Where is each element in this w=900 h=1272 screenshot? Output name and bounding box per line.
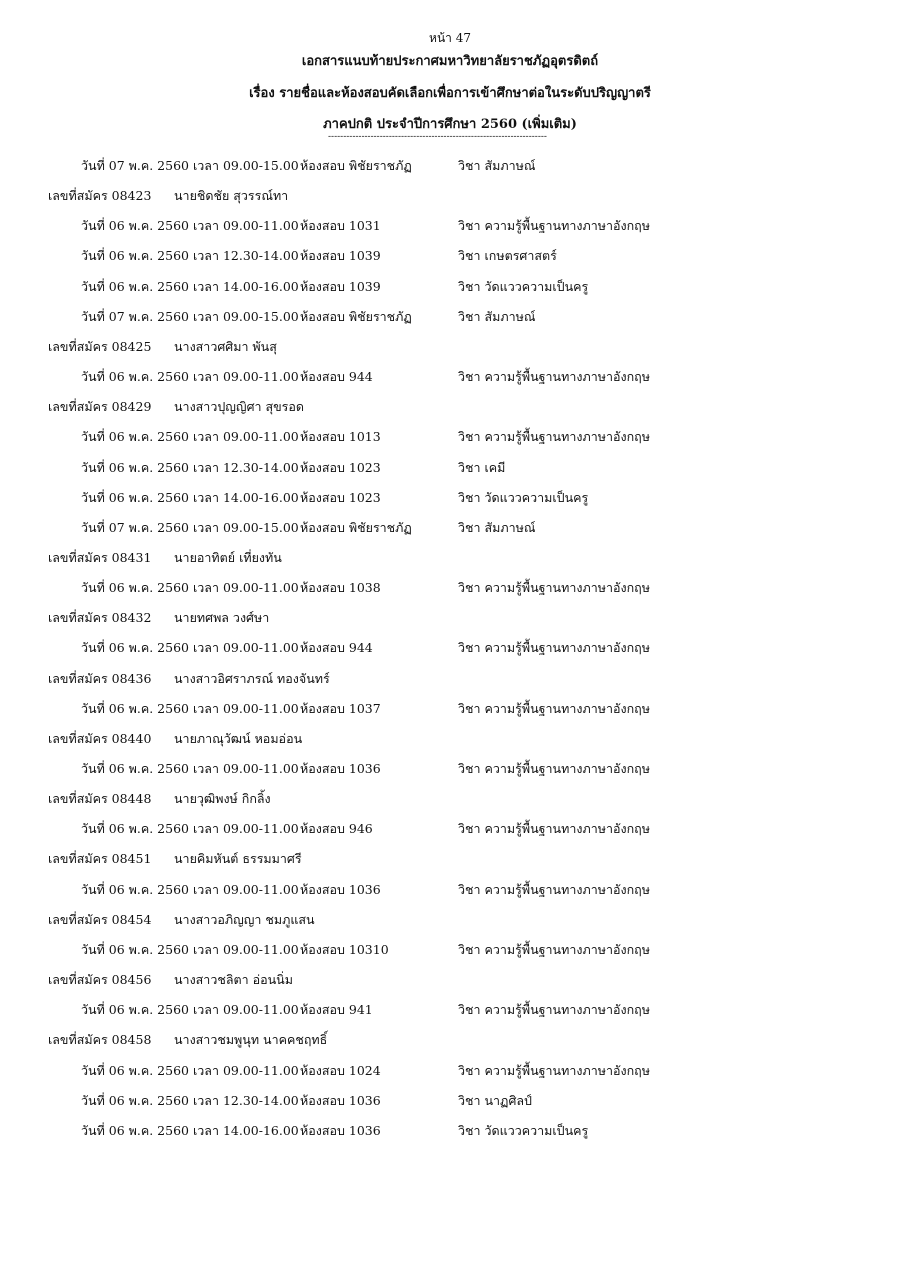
exam-room: ห้องสอบ 941 <box>300 1002 373 1018</box>
exam-room: ห้องสอบ 1024 <box>300 1062 381 1078</box>
applicant-number: เลขที่สมัคร 08440 <box>48 730 152 746</box>
exam-session-row <box>0 278 900 296</box>
exam-time: เวลา 14.00-16.00 <box>193 1122 299 1138</box>
exam-subject: วิชา ความรู้พื้นฐานทางภาษาอังกฤษ <box>458 640 650 656</box>
exam-date: วันที่ 06 พ.ค. 2560 <box>81 821 189 837</box>
exam-subject: วิชา สัมภาษณ์ <box>458 158 536 173</box>
exam-session-row <box>0 639 900 657</box>
exam-session-row <box>0 247 900 265</box>
exam-subject: วิชา นาฏศิลป์ <box>458 1092 532 1108</box>
exam-session-row <box>0 308 900 326</box>
applicant-name: นายภาณุวัฒน์ หอมอ่อน <box>174 730 303 746</box>
exam-subject: วิชา ความรู้พื้นฐานทางภาษาอังกฤษ <box>458 700 650 716</box>
exam-time: เวลา 09.00-15.00 <box>193 519 299 535</box>
exam-session-row <box>0 459 900 477</box>
exam-subject: วิชา ความรู้พื้นฐานทางภาษาอังกฤษ <box>458 941 650 957</box>
exam-room: ห้องสอบ 1036 <box>300 761 381 776</box>
document-title-line2: เรื่อง รายชื่อและห้องสอบคัดเลือกเพื่อการเข้าศึกษาต่อในระดับปริญญาตรี <box>249 86 651 101</box>
document-title-line3: ภาคปกติ ประจำปีการศึกษา 2560 (เพิ่มเติม) <box>323 117 577 132</box>
applicant-number: เลขที่สมัคร 08429 <box>48 399 152 415</box>
exam-date: วันที่ 06 พ.ค. 2560 <box>81 1122 189 1138</box>
exam-subject: วิชา เกษตรศาสตร์ <box>458 248 557 264</box>
exam-date: วันที่ 06 พ.ค. 2560 <box>81 700 189 716</box>
exam-subject: วิชา ความรู้พื้นฐานทางภาษาอังกฤษ <box>458 761 650 776</box>
applicant-name: นายอาทิตย์ เที่ยงทัน <box>174 550 282 565</box>
exam-time: เวลา 09.00-11.00 <box>193 429 299 445</box>
exam-time: เวลา 09.00-11.00 <box>193 369 299 384</box>
exam-subject: วิชา ความรู้พื้นฐานทางภาษาอังกฤษ <box>458 429 650 445</box>
exam-session-row <box>0 489 900 507</box>
exam-session-row <box>0 1001 900 1019</box>
exam-session-row <box>0 820 900 838</box>
exam-date: วันที่ 06 พ.ค. 2560 <box>81 1002 189 1018</box>
exam-session-row <box>0 1062 900 1080</box>
exam-room: ห้องสอบ 944 <box>300 640 373 656</box>
exam-subject: วิชา วัดแววความเป็นครู <box>458 1122 589 1138</box>
applicant-number: เลขที่สมัคร 08436 <box>48 670 152 686</box>
exam-date: วันที่ 07 พ.ค. 2560 <box>81 308 189 324</box>
exam-date: วันที่ 07 พ.ค. 2560 <box>81 158 189 173</box>
exam-subject: วิชา วัดแววความเป็นครู <box>458 278 589 294</box>
exam-date: วันที่ 06 พ.ค. 2560 <box>81 881 189 897</box>
exam-time: เวลา 09.00-11.00 <box>193 1062 299 1078</box>
exam-date: วันที่ 06 พ.ค. 2560 <box>81 1092 189 1108</box>
exam-date: วันที่ 06 พ.ค. 2560 <box>81 429 189 445</box>
exam-subject: วิชา ความรู้พื้นฐานทางภาษาอังกฤษ <box>458 369 650 384</box>
exam-room: ห้องสอบ 1039 <box>300 278 381 294</box>
exam-time: เวลา 12.30-14.00 <box>193 1092 299 1108</box>
exam-room: ห้องสอบ 1023 <box>300 459 381 475</box>
exam-date: วันที่ 06 พ.ค. 2560 <box>81 580 189 596</box>
exam-subject: วิชา ความรู้พื้นฐานทางภาษาอังกฤษ <box>458 821 650 837</box>
exam-subject: วิชา ความรู้พื้นฐานทางภาษาอังกฤษ <box>458 218 650 234</box>
exam-subject: วิชา สัมภาษณ์ <box>458 519 536 535</box>
exam-time: เวลา 14.00-16.00 <box>193 489 299 505</box>
exam-room: ห้องสอบ 1039 <box>300 248 381 264</box>
exam-subject: วิชา เคมี <box>458 459 506 475</box>
applicant-number: เลขที่สมัคร 08454 <box>48 911 152 927</box>
exam-subject: วิชา วัดแววความเป็นครู <box>458 489 589 505</box>
exam-room: ห้องสอบ 944 <box>300 369 373 384</box>
exam-room: ห้องสอบ พิชัยราชภัฏ <box>300 158 412 173</box>
exam-room: ห้องสอบ 1031 <box>300 218 381 234</box>
exam-date: วันที่ 06 พ.ค. 2560 <box>81 1062 189 1078</box>
applicant-number: เลขที่สมัคร 08431 <box>48 550 152 565</box>
exam-subject: วิชา ความรู้พื้นฐานทางภาษาอังกฤษ <box>458 1062 650 1078</box>
exam-time: เวลา 09.00-11.00 <box>193 821 299 837</box>
exam-session-row <box>0 941 900 959</box>
exam-subject: วิชา ความรู้พื้นฐานทางภาษาอังกฤษ <box>458 580 650 596</box>
exam-time: เวลา 09.00-11.00 <box>193 640 299 656</box>
exam-time: เวลา 09.00-11.00 <box>193 761 299 776</box>
applicant-number: เลขที่สมัคร 08456 <box>48 972 152 987</box>
exam-date: วันที่ 06 พ.ค. 2560 <box>81 640 189 656</box>
applicant-number: เลขที่สมัคร 08423 <box>48 188 152 204</box>
exam-session-row <box>0 157 900 175</box>
exam-room: ห้องสอบ 1038 <box>300 580 381 596</box>
exam-time: เวลา 12.30-14.00 <box>193 248 299 264</box>
exam-session-row <box>0 519 900 537</box>
exam-room: ห้องสอบ 946 <box>300 821 373 837</box>
applicant-name: นายชิดชัย สุวรรณ์ทา <box>174 188 289 204</box>
exam-time: เวลา 09.00-11.00 <box>193 881 299 897</box>
exam-room: ห้องสอบ 1036 <box>300 1122 381 1138</box>
title-divider: ------------------------------------------------------------------------ <box>328 132 547 142</box>
exam-room: ห้องสอบ 1036 <box>300 1092 381 1108</box>
applicant-name: นางสาวชลิตา อ่อนนิ่ม <box>174 972 293 987</box>
exam-date: วันที่ 06 พ.ค. 2560 <box>81 278 189 294</box>
exam-date: วันที่ 06 พ.ค. 2560 <box>81 761 189 776</box>
applicant-name: นายวุฒิพงษ์ กิกลิ้ง <box>174 791 271 807</box>
exam-subject: วิชา ความรู้พื้นฐานทางภาษาอังกฤษ <box>458 1002 650 1018</box>
exam-session-row <box>0 760 900 778</box>
exam-time: เวลา 09.00-11.00 <box>193 700 299 716</box>
applicant-name: นางสาวอภิญญา ชมภูแสน <box>174 911 315 927</box>
exam-date: วันที่ 06 พ.ค. 2560 <box>81 459 189 475</box>
applicant-name: นายคิมหันต์ ธรรมมาศรี <box>174 851 302 867</box>
applicant-name: นางสาวอิศราภรณ์ ทองจันทร์ <box>174 670 330 686</box>
exam-session-row <box>0 1092 900 1110</box>
exam-room: ห้องสอบ พิชัยราชภัฏ <box>300 308 412 324</box>
exam-time: เวลา 09.00-11.00 <box>193 580 299 596</box>
exam-time: เวลา 09.00-11.00 <box>193 1002 299 1018</box>
exam-room: ห้องสอบ 1013 <box>300 429 381 445</box>
applicant-number: เลขที่สมัคร 08451 <box>48 851 152 867</box>
exam-session-row <box>0 579 900 597</box>
exam-time: เวลา 14.00-16.00 <box>193 278 299 294</box>
applicant-number: เลขที่สมัคร 08458 <box>48 1032 152 1048</box>
exam-date: วันที่ 06 พ.ค. 2560 <box>81 369 189 384</box>
exam-session-row <box>0 700 900 718</box>
applicant-name: นางสาวชมพูนุท นาคคชฤทธิ์ <box>174 1032 328 1048</box>
exam-room: ห้องสอบ 1036 <box>300 881 381 897</box>
exam-date: วันที่ 07 พ.ค. 2560 <box>81 519 189 535</box>
exam-session-row <box>0 428 900 446</box>
exam-time: เวลา 09.00-15.00 <box>193 308 299 324</box>
exam-subject: วิชา ความรู้พื้นฐานทางภาษาอังกฤษ <box>458 881 650 897</box>
exam-session-row <box>0 368 900 386</box>
applicant-name: นางสาวศศิมา พันสุ <box>174 338 277 354</box>
applicant-number: เลขที่สมัคร 08432 <box>48 610 152 626</box>
exam-time: เวลา 09.00-15.00 <box>193 158 299 173</box>
exam-time: เวลา 12.30-14.00 <box>193 459 299 475</box>
exam-session-row <box>0 217 900 235</box>
applicant-number: เลขที่สมัคร 08425 <box>48 338 152 354</box>
exam-room: ห้องสอบ 10310 <box>300 941 389 957</box>
exam-session-row <box>0 881 900 899</box>
exam-subject: วิชา สัมภาษณ์ <box>458 308 536 324</box>
document-title-line1: เอกสารแนบท้ายประกาศมหาวิทยาลัยราชภัฏอุตรดิตถ์ <box>301 54 599 69</box>
exam-room: ห้องสอบ 1023 <box>300 489 381 505</box>
exam-date: วันที่ 06 พ.ค. 2560 <box>81 489 189 505</box>
exam-room: ห้องสอบ พิชัยราชภัฏ <box>300 519 412 535</box>
applicant-name: นายทศพล วงศ์ษา <box>174 610 270 626</box>
applicant-number: เลขที่สมัคร 08448 <box>48 791 152 807</box>
exam-time: เวลา 09.00-11.00 <box>193 941 299 957</box>
applicant-name: นางสาวปุญญิศา สุขรอด <box>174 399 305 415</box>
exam-session-row <box>0 1122 900 1140</box>
exam-time: เวลา 09.00-11.00 <box>193 218 299 234</box>
exam-date: วันที่ 06 พ.ค. 2560 <box>81 248 189 264</box>
exam-room: ห้องสอบ 1037 <box>300 700 381 716</box>
exam-date: วันที่ 06 พ.ค. 2560 <box>81 218 189 234</box>
exam-date: วันที่ 06 พ.ค. 2560 <box>81 941 189 957</box>
page-number: หน้า 47 <box>429 31 471 45</box>
